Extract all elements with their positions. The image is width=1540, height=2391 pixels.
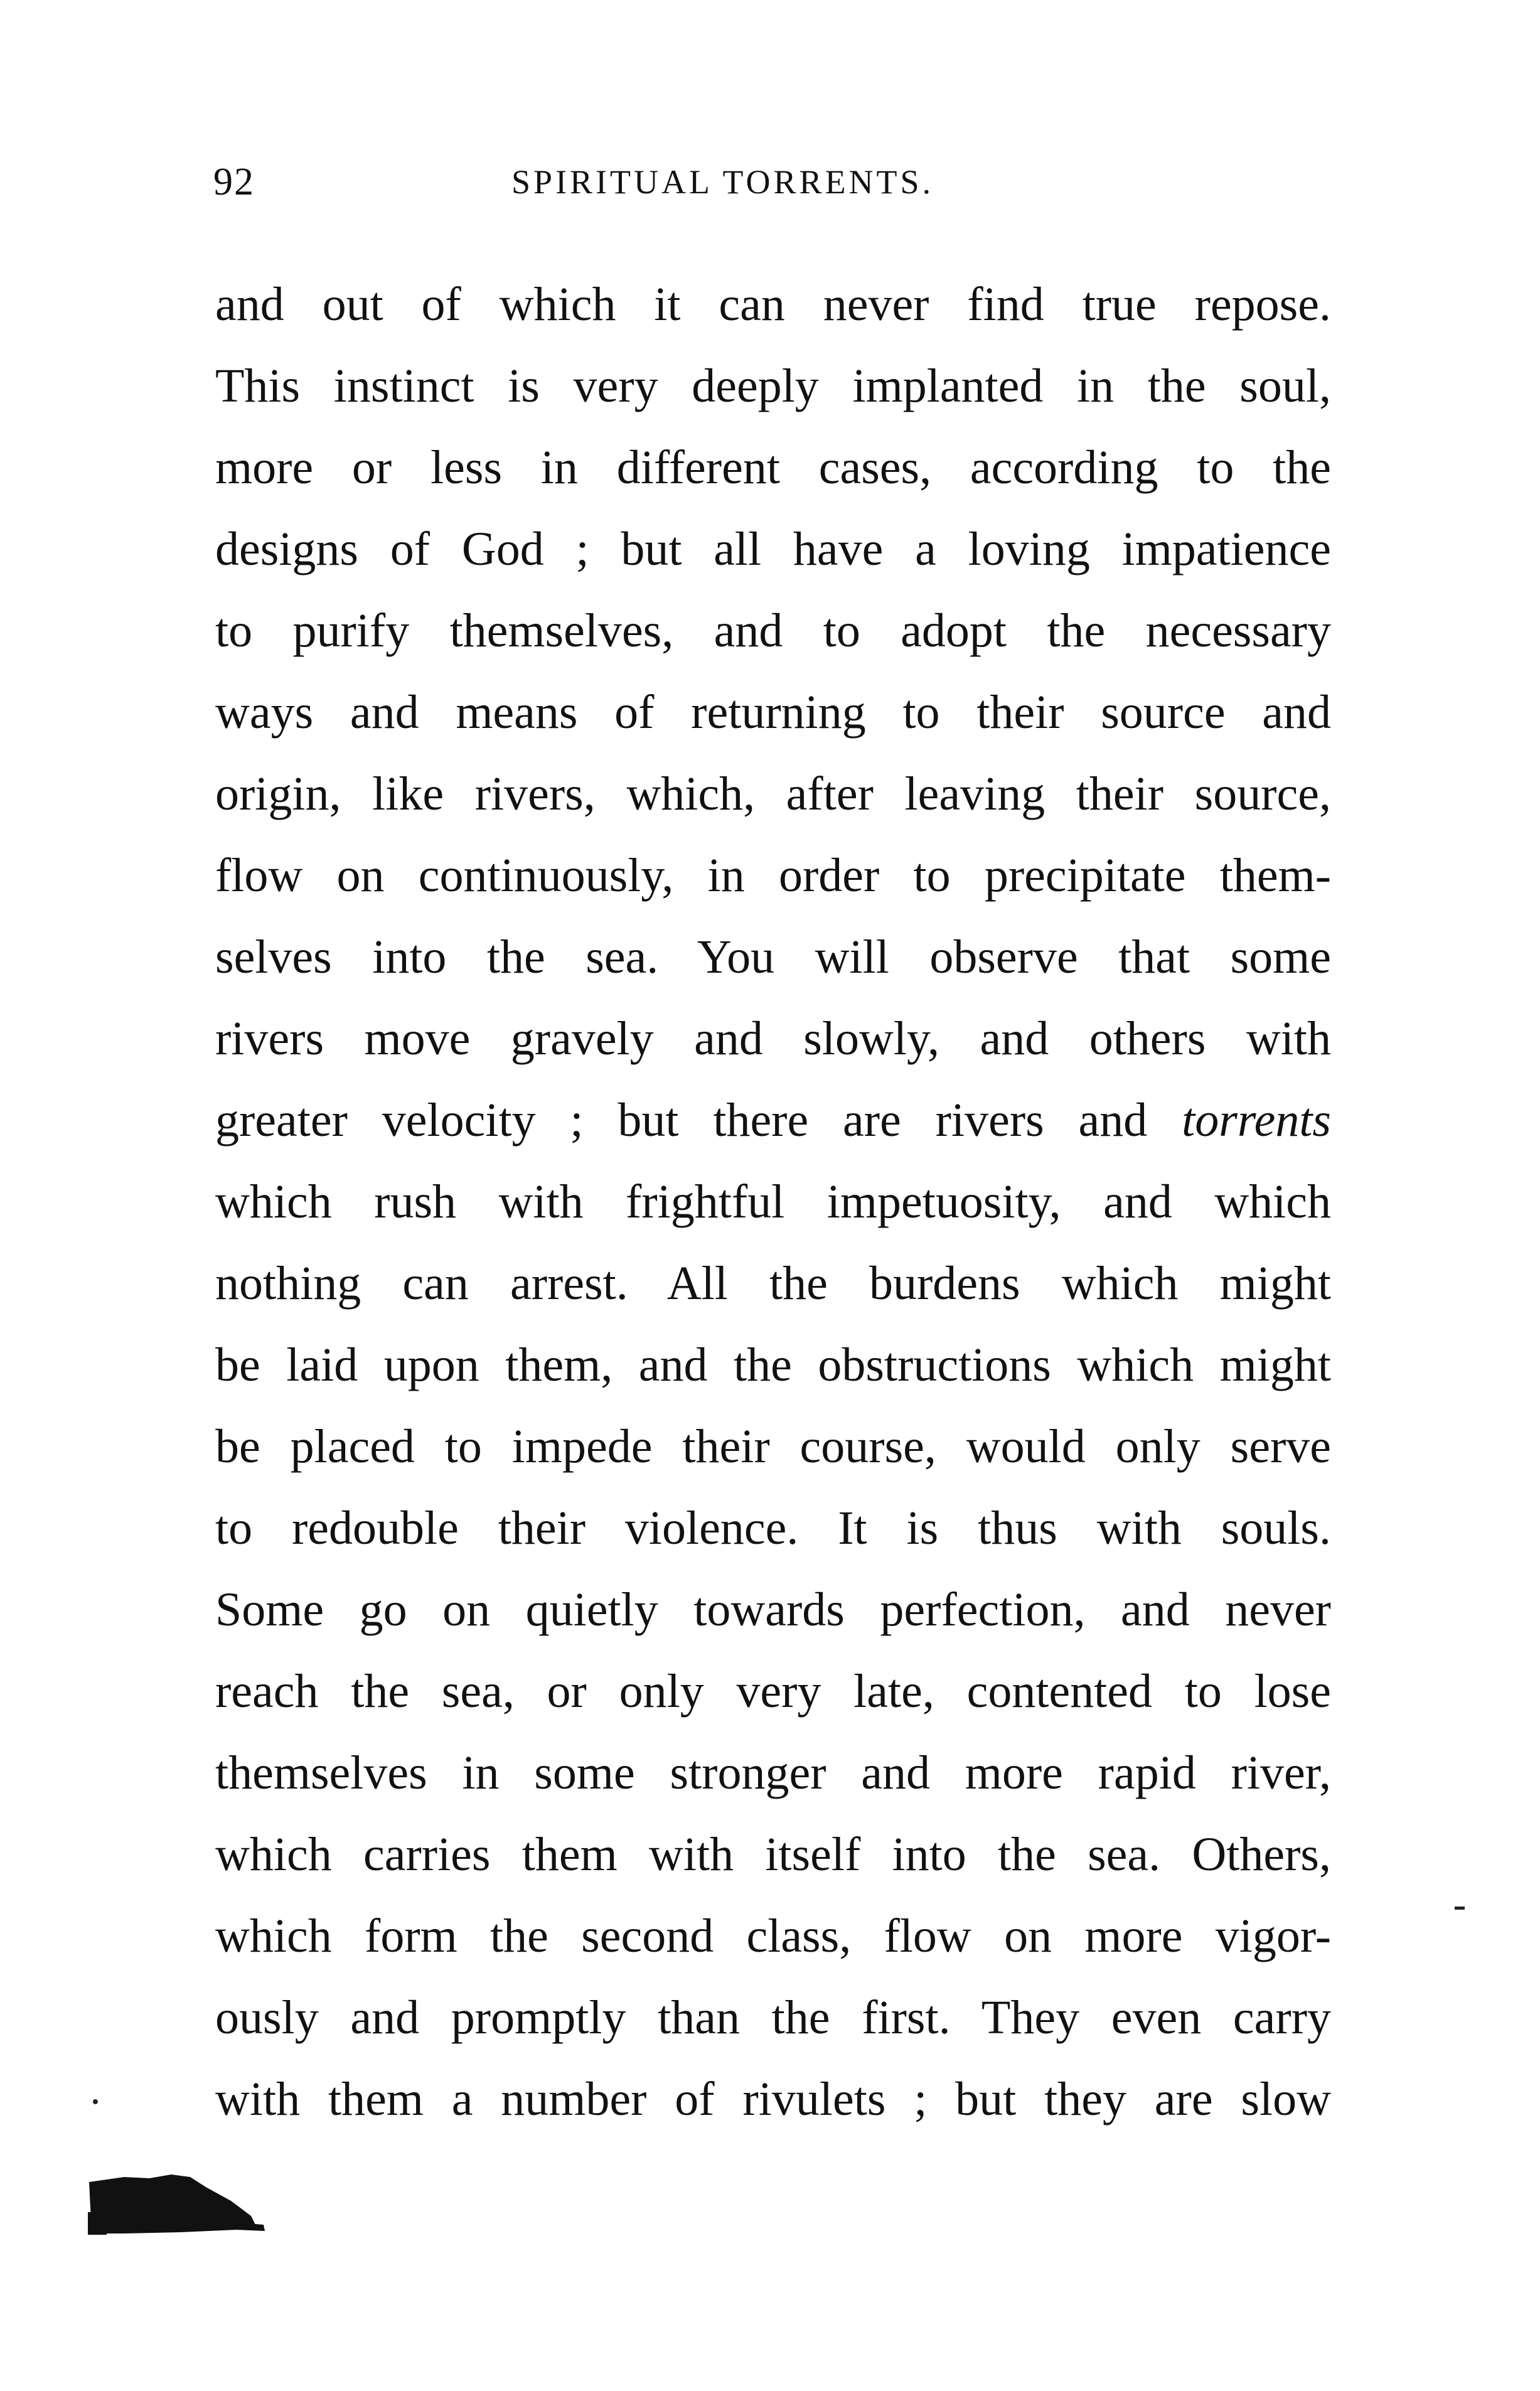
running-title: SPIRITUAL TORRENTS. [511,163,934,201]
text-line: ways and means of returning to their source and [215,686,1331,739]
text-line: rivers move gravely and slowly, and others with [215,1012,1331,1065]
page-number: 92 [213,161,255,203]
text-line: which carries them with itself into the sea. Others, [215,1828,1331,1881]
library-stamp-mark [87,2168,269,2237]
body-text [215,264,1331,2140]
text-line: reach the sea, or only very late, contented to lose [215,1665,1331,1718]
text-line: be laid upon them, and the obstructions which might [215,1339,1331,1391]
text-line: themselves in some stronger and more rapid river, [215,1746,1331,1799]
text-line: be placed to impede their course, would only serve [215,1420,1331,1473]
text-line: selves into the sea. You will observe that some [215,931,1331,983]
text-line: and out of which it can never find true repose. [215,278,1331,331]
text-line: origin, like rivers, which, after leaving their source, [215,768,1331,820]
text-segment: greater velocity ; but there are rivers and [215,1094,1148,1147]
text-line: Some go on quietly towards perfection, and never [215,1583,1331,1636]
text-line: to purify themselves, and to adopt the necessary [215,604,1331,657]
text-line: with them a number of rivulets ; but they are slow [215,2073,1331,2126]
text-line: more or less in different cases, according to the [215,441,1331,494]
text-line: which rush with frightful impetuosity, and which [215,1175,1331,1228]
text-line-with-italic [215,1079,1331,1161]
text-line: flow on continuously, in order to precipitate them- [215,849,1331,902]
text-line: nothing can arrest. All the burdens which might [215,1257,1331,1310]
text-line: to redouble their violence. It is thus with souls. [215,1502,1331,1554]
text-line: This instinct is very deeply implanted in the soul, [215,360,1331,412]
italic-word: torrents [1182,1094,1332,1147]
running-head [213,160,1330,210]
margin-mark [1455,1907,1465,1910]
text-line: which form the second class, flow on more vigor- [215,1910,1331,1962]
text-line: ously and promptly than the first. They even carry [215,1991,1331,2044]
margin-dot [93,2099,98,2104]
text-line: designs of God ; but all have a loving impatience [215,523,1331,575]
